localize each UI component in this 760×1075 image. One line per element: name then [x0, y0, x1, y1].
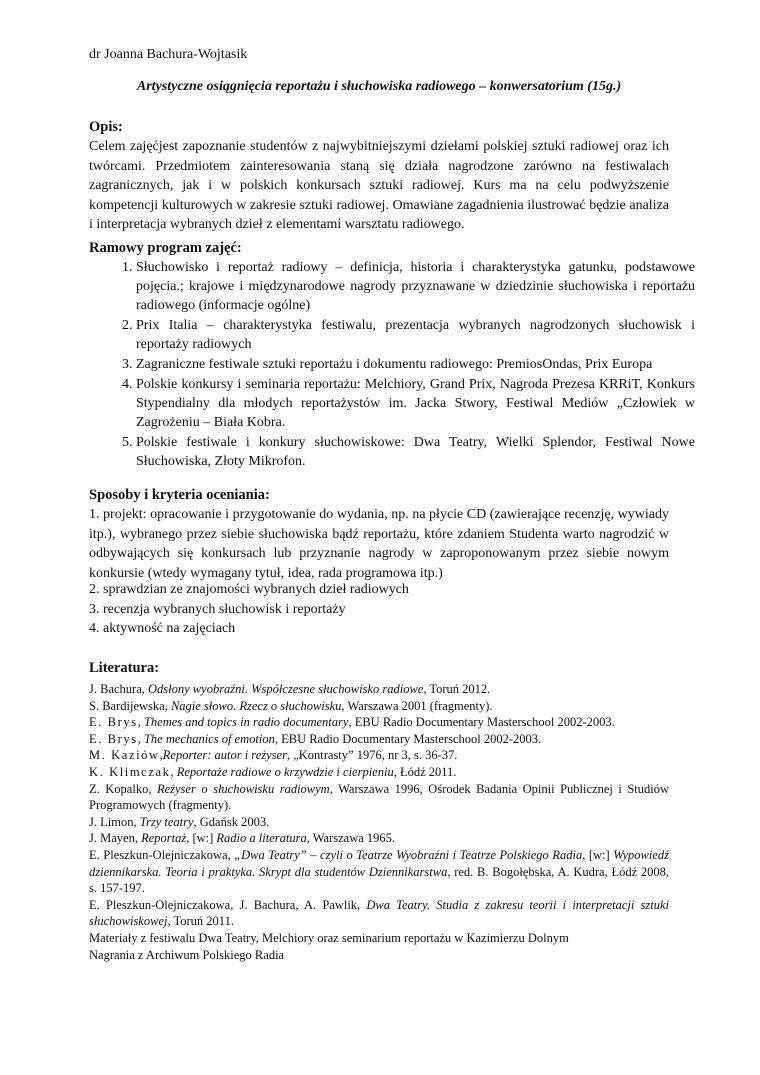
literature-item: J. Limon, Trzy teatry, Gdańsk 2003. [89, 814, 270, 829]
literature-item: S. Bardijewska, Nagie słowo. Rzecz o słuchowisku, Warszawa 2001 (fragmenty). [89, 698, 493, 713]
opis-heading: Opis: [89, 119, 123, 135]
literature-item: E. Brys, Themes and topics in radio documentary, EBU Radio Documentary Masterschool 2002-2003. [89, 715, 615, 730]
literature-list [89, 681, 669, 963]
literature-item: K. Klimczak, Reportaże radiowe o krzywdzie i cierpieniu, Łódź 2011. [89, 764, 457, 779]
literature-item: J. Bachura, Odsłony wyobraźni. Współczesne słuchowisko radiowe, Toruń 2012. [89, 682, 491, 696]
literature-heading: Literatura: [89, 660, 160, 676]
literature-item: E. Pleszkun-Olejniczakowa, J. Bachura, A. Pawlik, Dwa Teatry. Studia z zakresu teorii i interpretacji sztuki słuchowiskowej, Toruń 2011. [89, 897, 670, 929]
list-item: 3. recenzja wybranych słuchowisk i reportaży [89, 601, 346, 617]
list-item: 5. Polskie festiwale i konkury słuchowiskowe: Dwa Teatry, Wielki Splendor, Festiwal Nowe Słuchowiska, Złoty Mikrofon. [136, 433, 695, 471]
list-item: 3. Zagraniczne festiwale sztuki reportażu i dokumentu radiowego: PremiosOndas, Prix Europa [136, 355, 695, 374]
list-item: 2. sprawdzian ze znajomości wybranych dzieł radiowych [89, 582, 409, 597]
literature-item: E. Brys, The mechanics of emotion, EBU Radio Documentary Masterschool 2002-2003. [89, 731, 542, 746]
literature-item: J. Mayen, Reportaż, [w:] Radio a literatura, Warszawa 1965. [89, 831, 396, 846]
course-title: Artystyczne osiągnięcia reportażu i słuchowiska radiowego – konwersatorium (15g.) [136, 79, 622, 94]
list-item: 4. aktywność na zajęciach [89, 621, 236, 636]
program-list [110, 258, 695, 472]
literature-item: Materiały z festiwalu Dwa Teatry, Melchiory oraz seminarium reportażu w Kazimierzu Dolnym [89, 930, 569, 945]
grading-item-1: 1. projekt: opracowanie i przygotowanie do wydania, np. na płycie CD (zawierające recenzję, wywiady itp.), wybranego przez siebie słuchowiska bądź reportażu, które zdaniem Studenta warto nagrodzić w odbywających się konkursach lub przyznanie nagrody w zaproponowanym przez siebie nowym konkursie (wtedy wymagany tytuł, idea, rada programowa itp.) [89, 507, 669, 581]
literature-item: Z. Kopalko, Reżyser o słuchowisku radiowym, Warszawa 1996, Ośrodek Badania Opinii Publicznej i Studiów Programowych (fragmenty). [89, 781, 670, 813]
list-item: 1. Słuchowisko i reportaż radiowy – definicja, historia i charakterystyka gatunku, podstawowe pojęcia.; krajowe i międzynarodowe nagrody przyznawane w dziedzinie słuchowiska i reportażu radiowego (informacje ogólne) [136, 258, 695, 315]
grading-heading: Sposoby i kryteria oceniania: [89, 487, 270, 503]
list-item: 2. Prix Italia – charakterystyka festiwalu, prezentacja wybranych nagrodzonych słuchowisk i reportaży radiowych [136, 316, 695, 354]
list-item: 4. Polskie konkursy i seminaria reportażu: Melchiory, Grand Prix, Nagroda Prezesa KRRiT, Konkurs Stypendialny dla młodych reportażystów im. Jacka Stwory, Festiwal Mediów „Człowiek w Zagrożeniu – Biała Kobra. [136, 375, 695, 432]
author-name: dr Joanna Bachura-Wojtasik [89, 47, 248, 62]
literature-item: Nagrania z Archiwum Polskiego Radia [89, 947, 285, 962]
literature-item: M. Kaziów,Reporter: autor i reżyser, „Kontrasty” 1976, nr 3, s. 36-37. [89, 748, 458, 763]
program-heading: Ramowy program zajęć: [89, 240, 242, 256]
literature-item: E. Pleszkun-Olejniczakowa, „Dwa Teatry” – czyli o Teatrze Wyobraźni i Teatrze Polskiego Radia, [w:] Wypowiedź dziennikarska. Teoria i praktyka. Skrypt dla studentów Dziennikarstwa, red. B. Bogołębska, A. Kudra, Łódź 2008, s. 157-197. [89, 847, 670, 896]
opis-text: Celem zajęćjest zapoznanie studentów z najwybitniejszymi dziełami polskiej sztuki radiowej oraz ich twórcami. Przedmiotem zainteresowania staną się działa nagrodzone zarówno na festiwalach zagranicznych, jak i w polskich konkursach sztuki radiowej. Kurs ma na celu podwyższenie kompetencji kulturowych w zakresie sztuki radiowej. Omawiane zagadnienia ilustrować będzie analiza i interpretacja wybranych dzieł z elementami warsztatu radiowego. [89, 139, 669, 232]
grading-list [89, 580, 669, 639]
